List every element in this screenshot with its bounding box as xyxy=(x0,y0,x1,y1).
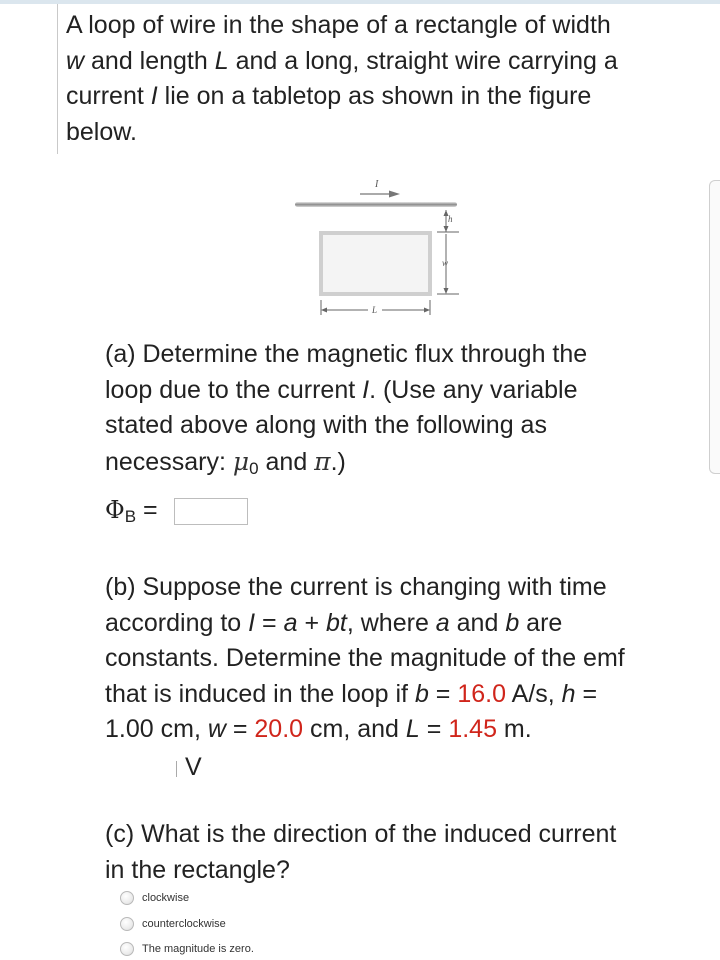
L-arrow-left xyxy=(321,308,327,313)
part-a-line: necessary: $\mu_0$ and π.) xyxy=(105,446,346,478)
h-label: h xyxy=(448,214,453,224)
part-a-line: stated above along with the following as xyxy=(105,411,547,439)
part-b-line: (b) Suppose the current is changing with time xyxy=(105,573,607,601)
part-b-line: that is induced in the loop if b = 16.0 A/s, h = xyxy=(105,679,598,708)
h-arrow-bottom xyxy=(444,226,449,232)
w-label: w xyxy=(442,258,449,268)
part-b-line: constants. Determine the magnitude of the emf xyxy=(105,644,625,672)
h-value: 1.00 xyxy=(105,715,154,743)
option-label: clockwise xyxy=(142,892,190,904)
pi-symbol: π xyxy=(314,446,331,476)
current-label: I xyxy=(375,179,379,190)
left-margin-rule xyxy=(57,4,58,154)
w-arrow-bottom xyxy=(444,288,449,294)
b-value: 16.0 xyxy=(457,679,507,708)
radio-button[interactable] xyxy=(120,917,134,931)
straight-wire xyxy=(295,202,457,207)
option-clockwise[interactable] xyxy=(120,888,320,908)
radio-button[interactable] xyxy=(120,942,134,956)
mu-subscript: 0 xyxy=(249,458,259,478)
equals-sign: = xyxy=(136,496,158,524)
part-a-prompt xyxy=(105,337,705,486)
intro-line: w and length L and a long, straight wire carrying a xyxy=(66,46,618,75)
mu-symbol: μ xyxy=(232,446,250,476)
L-value: 1.45 xyxy=(448,715,497,743)
option-counterclockwise[interactable] xyxy=(120,914,320,934)
part-a-line: loop due to the current I. (Use any variable xyxy=(105,375,578,404)
part-c-prompt xyxy=(105,817,705,888)
flux-answer-row xyxy=(105,493,158,527)
L-arrow-right xyxy=(424,308,430,313)
intro-line: A loop of wire in the shape of a rectangle of width xyxy=(66,11,611,39)
part-c-line: in the rectangle? xyxy=(105,855,290,884)
L-label: L xyxy=(372,305,378,315)
option-magnitude-zero[interactable] xyxy=(120,939,320,959)
current-arrow-head xyxy=(389,191,400,198)
part-b-prompt xyxy=(105,570,705,748)
rectangular-loop xyxy=(321,233,430,294)
part-b-line: 1.00 cm, w = 20.0 cm, and L = 1.45 m. xyxy=(105,715,532,743)
scrollbar[interactable] xyxy=(709,180,720,474)
intro-line: below. xyxy=(66,117,137,146)
flux-answer-input[interactable] xyxy=(174,498,248,525)
part-a-line: (a) Determine the magnetic flux through the xyxy=(105,340,588,368)
option-label: The magnitude is zero. xyxy=(142,943,254,955)
part-b-line: according to I = a + bt, where a and b are xyxy=(105,608,563,637)
radio-button[interactable] xyxy=(120,891,134,905)
w-value: 20.0 xyxy=(254,715,304,743)
top-border-strip xyxy=(0,0,720,4)
intro-line: current I lie on a tabletop as shown in the figure xyxy=(66,82,592,110)
emf-answer-input[interactable] xyxy=(176,761,177,777)
flux-subscript: B xyxy=(124,507,137,526)
option-label: counterclockwise xyxy=(142,918,226,930)
emf-answer-row xyxy=(176,750,202,784)
loop-and-wire-figure xyxy=(290,172,465,322)
part-c-line: (c) What is the direction of the induced current xyxy=(105,820,617,848)
flux-symbol: Φ xyxy=(105,496,125,524)
question-intro xyxy=(66,8,706,150)
figure-drawing xyxy=(290,172,465,322)
emf-unit: V xyxy=(185,753,202,781)
